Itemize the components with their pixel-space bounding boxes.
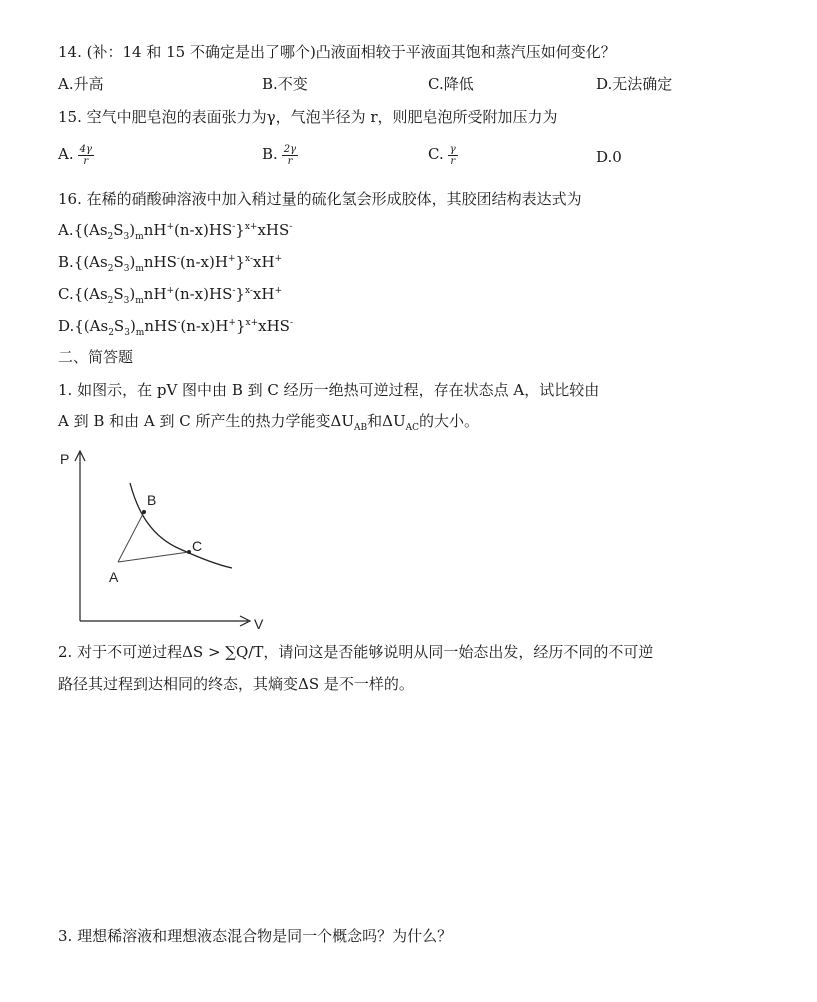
sa2-line2: 路径其过程到达相同的终态，其熵变ΔS 是不一样的。	[58, 675, 414, 693]
point-c-label: C	[192, 538, 203, 554]
line-a-c	[118, 552, 189, 562]
sa3-line1: 3. 理想稀溶液和理想液态混合物是同一个概念吗？为什么？	[58, 927, 453, 945]
fraction: $\frac{2\gamma}{r}$	[283, 143, 297, 167]
sa2-line1: 2. 对于不可逆过程ΔS > ∑Q/T，请问这是否能够说明从同一始态出发，经历不同的不可逆	[58, 643, 654, 661]
q16-option-b: $B.\{(As_2S_3)_mnHS^-(n-x)H^+\}^{x-}xH^+$	[58, 253, 283, 274]
adiabatic-curve	[130, 483, 232, 568]
q16-option-d: $D.\{(As_2S_3)_mnHS^-(n-x)H^+\}^{x+}xHS^-$	[58, 317, 293, 338]
point-b-dot	[142, 510, 146, 514]
q15-option-a: A. $\frac{4\gamma}{r}$	[58, 143, 92, 167]
pv-diagram	[52, 445, 282, 637]
q14-option-d: D.无法确定	[596, 75, 673, 93]
q14-option-b: B.不变	[262, 75, 308, 93]
q14-stem: 14. (补：14 和 15 不确定是出了哪个)凸液面相较于平液面其饱和蒸汽压如何变化？	[58, 43, 616, 61]
q15-stem: 15. 空气中肥皂泡的表面张力为γ，气泡半径为 r，则肥皂泡所受附加压力为	[58, 108, 558, 126]
fraction: $\frac{\gamma}{r}$	[449, 143, 456, 167]
q16-option-a: $A.\{(As_2S_3)_mnH^+(n-x)HS^-\}^{x+}xHS^-$	[58, 221, 293, 242]
point-a-label: A	[109, 569, 119, 585]
section-heading: 二、简答题	[58, 348, 134, 366]
sa1-line1: 1. 如图示，在 pV 图中由 B 到 C 经历一绝热可逆过程，存在状态点 A，试比较由	[58, 381, 600, 399]
x-axis-label: V	[254, 616, 264, 632]
q16-option-c: $C.\{(As_2S_3)_mnH^+(n-x)HS^-\}^{x-}xH^+$	[58, 285, 282, 306]
point-c-dot	[187, 550, 191, 554]
q15-option-d: D.0	[596, 148, 622, 166]
q14-option-c: C.降低	[428, 75, 474, 93]
y-axis-label: P	[60, 451, 70, 467]
q16-stem: 16. 在稀的硝酸砷溶液中加入稍过量的硫化氢会形成胶体，其胶团结构表达式为	[58, 190, 582, 208]
point-b-label: B	[147, 492, 157, 508]
sa1-line2: A 到 B 和由 A 到 C 所产生的热力学能变$\Delta U_{AB}$和$\Delta U_{AC}$的大小。	[58, 412, 480, 433]
fraction: $\frac{4\gamma}{r}$	[79, 143, 92, 167]
q14-option-a: A.升高	[58, 75, 104, 93]
line-a-b	[118, 512, 144, 562]
q15-option-b: B. $\frac{2\gamma}{r}$	[262, 143, 297, 167]
q15-option-c: C. $\frac{\gamma}{r}$	[428, 143, 456, 167]
